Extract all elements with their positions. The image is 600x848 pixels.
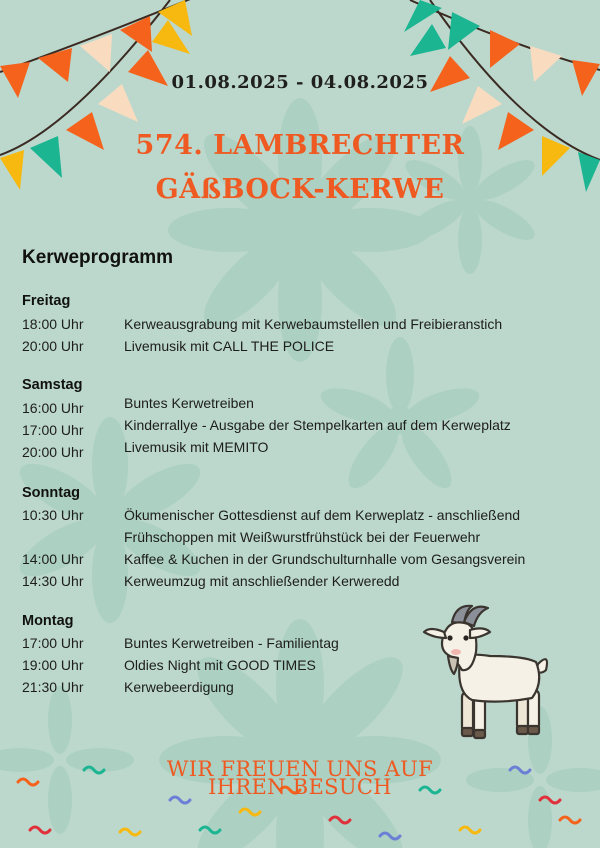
day-heading-sonntag: Sonntag bbox=[22, 485, 80, 501]
event-description: Ökumenischer Gottesdienst auf dem Kerweplatz - anschließend bbox=[124, 507, 521, 523]
event-description: Buntes Kerwetreiben bbox=[124, 395, 254, 411]
event-description: Kaffee & Kuchen in der Grundschulturnhalle vom Gesangsverein bbox=[124, 551, 526, 567]
event-title-line1: 574. LAMBRECHTER bbox=[135, 130, 465, 161]
closing-line1: WIR FREUEN UNS AUF bbox=[166, 757, 434, 781]
event-description: Kerweumzug mit anschließender Kerweredd bbox=[124, 573, 400, 589]
goat-illustration bbox=[420, 600, 555, 742]
event-time: 18:00 Uhr bbox=[22, 316, 84, 332]
event-time: 14:00 Uhr bbox=[22, 551, 84, 567]
event-description: Oldies Night mit GOOD TIMES bbox=[124, 657, 316, 673]
program-heading: Kerweprogramm bbox=[22, 247, 173, 268]
event-description: Kinderrallye - Ausgabe der Stempelkarten auf dem Kerweplatz bbox=[124, 417, 511, 433]
event-time: 20:00 Uhr bbox=[22, 444, 84, 460]
day-heading-samstag: Samstag bbox=[22, 377, 83, 393]
event-time: 17:00 Uhr bbox=[22, 635, 84, 651]
event-time: 17:00 Uhr bbox=[22, 422, 84, 438]
event-time: 10:30 Uhr bbox=[22, 507, 84, 523]
event-time: 16:00 Uhr bbox=[22, 400, 84, 416]
event-time: 19:00 Uhr bbox=[22, 657, 84, 673]
event-description-continued: Frühschoppen mit Weißwurstfrühstück bei der Feuerwehr bbox=[124, 529, 481, 545]
event-time: 14:30 Uhr bbox=[22, 573, 84, 589]
bunting-left bbox=[0, 0, 200, 190]
bunting-right bbox=[404, 0, 600, 192]
event-time: 21:30 Uhr bbox=[22, 679, 84, 695]
day-heading-montag: Montag bbox=[22, 613, 74, 629]
event-description: Livemusik mit CALL THE POLICE bbox=[124, 338, 335, 354]
event-description: Kerwebeerdigung bbox=[124, 679, 234, 695]
date-range: 01.08.2025 - 04.08.2025 bbox=[171, 72, 429, 93]
closing-line2: IHREN BESUCH bbox=[208, 775, 392, 799]
event-time: 20:00 Uhr bbox=[22, 338, 84, 354]
day-heading-freitag: Freitag bbox=[22, 293, 71, 309]
event-description: Kerweausgrabung mit Kerwebaumstellen und Freibieranstich bbox=[124, 316, 503, 332]
event-title-line2: GÄßBOCK-KERWE bbox=[155, 174, 445, 205]
event-description: Livemusik mit MEMITO bbox=[124, 439, 269, 455]
event-description: Buntes Kerwetreiben - Familientag bbox=[124, 635, 339, 651]
